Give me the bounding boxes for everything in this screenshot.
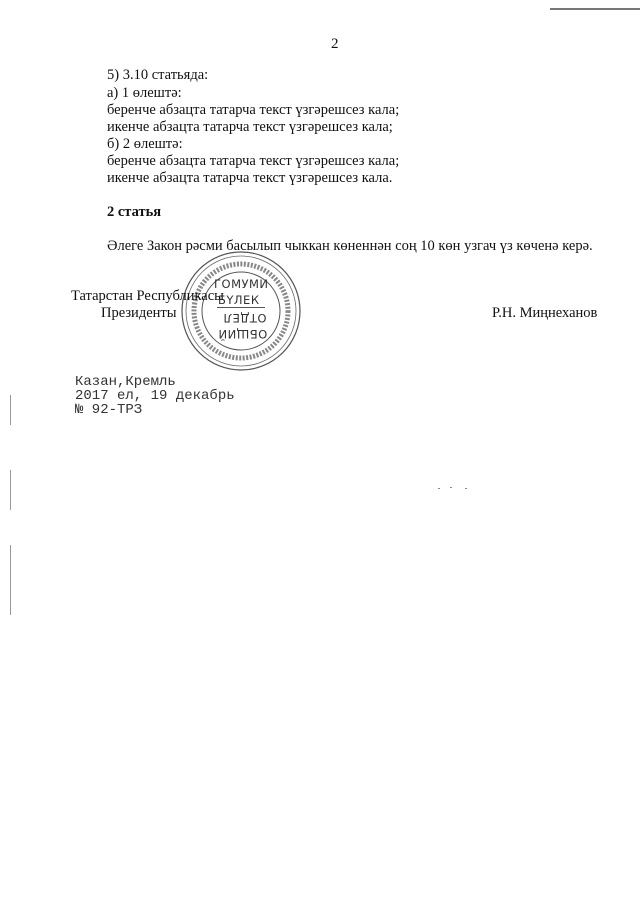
body-line: икенче абзацта татарча текст үзгәрешсез кала; (107, 119, 393, 135)
footer-place: Казан,Кремль (75, 374, 176, 390)
scan-edge-mark (10, 470, 11, 510)
scan-speck (438, 488, 440, 489)
signature-title-line1: Татарстан Республикасы (71, 288, 224, 304)
footer-date: 2017 ел, 19 декабрь (75, 388, 235, 404)
body-line: беренче абзацта татарча текст үзгәрешсез кала; (107, 102, 400, 118)
scan-corner-mark (550, 8, 640, 10)
page-number: 2 (331, 36, 339, 52)
signature-title-line2: Президенты (101, 305, 177, 321)
scan-edge-mark (10, 395, 11, 425)
scan-speck (465, 488, 467, 489)
stamp-line-2: БҮЛЕК (218, 293, 260, 307)
article-heading: 2 статья (107, 204, 162, 220)
signature-name: Р.Н. Миңнеханов (492, 305, 598, 321)
stamp-line-1: ГОМУМИ (214, 277, 269, 291)
stamp-line-4: ОБЩИЙ (218, 327, 268, 341)
body-line: икенче абзацта татарча текст үзгәрешсез кала. (107, 170, 393, 186)
body-line: б) 2 өлештә: (107, 136, 183, 152)
body-line: а) 1 өлештә: (107, 85, 182, 101)
footer-number: № 92-ТРЗ (75, 402, 143, 418)
article-text: Әлеге Закон рәсми басылып чыккан көненнән соң 10 көн узгач үз көченә керә. (107, 238, 593, 254)
body-line: беренче абзацта татарча текст үзгәрешсез кала; (107, 153, 400, 169)
stamp-line-3: ОТДЕЛ (223, 311, 267, 325)
body-line: 5) 3.10 статьяда: (107, 67, 209, 83)
scan-speck (450, 487, 452, 488)
official-stamp (180, 250, 302, 372)
scan-edge-mark (10, 545, 11, 615)
stamp-divider (217, 307, 265, 308)
